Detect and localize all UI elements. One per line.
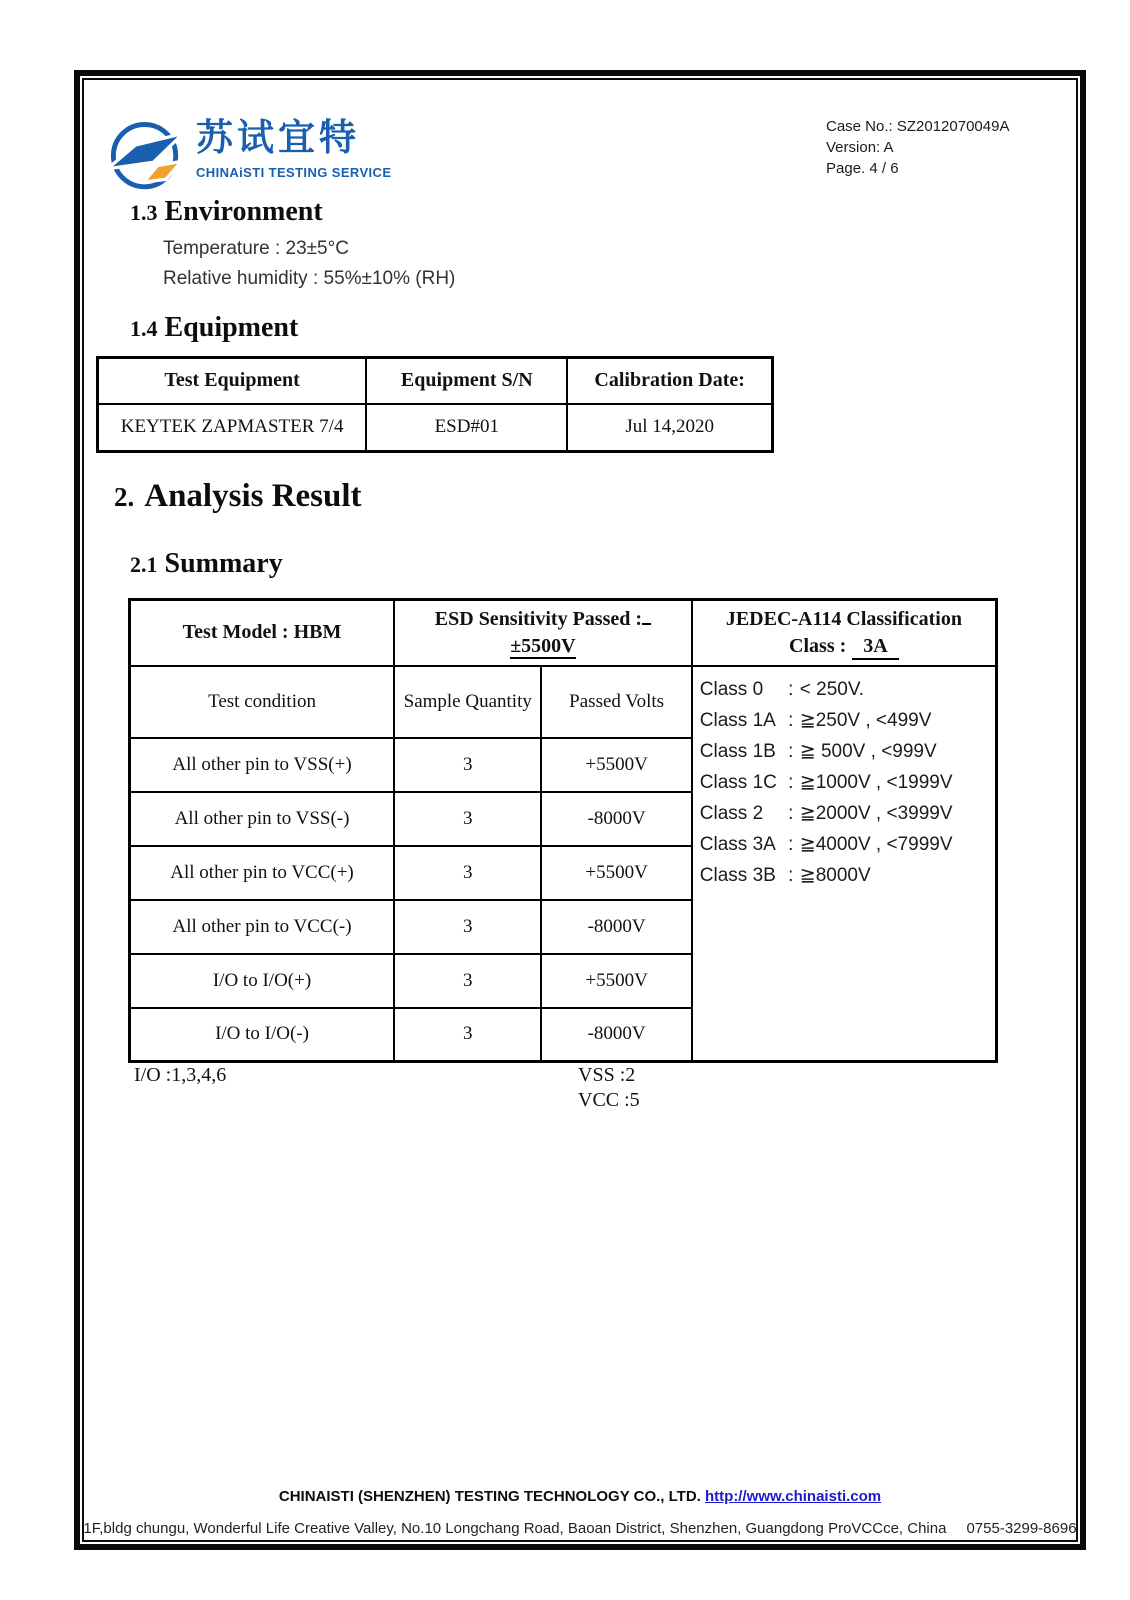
esd-sensitivity-label: ESD Sensitivity Passed : [434, 608, 643, 631]
jedec-class-label: Class : [789, 634, 847, 657]
passed-volts-cell: +5500V [541, 954, 691, 1008]
passed-volts-cell: +5500V [541, 738, 691, 792]
heading-environment-number: 1.3 [130, 200, 158, 225]
jedec-class-value: 3A [852, 635, 898, 660]
summary-table-title-row [130, 600, 997, 666]
sample-quantity-cell: 3 [394, 954, 541, 1008]
version: Version: A [826, 139, 894, 156]
equipment-col-header: Calibration Date: [567, 358, 772, 404]
esd-sensitivity-value: ±5500V [510, 635, 576, 658]
logo-swoosh-icon [106, 114, 188, 194]
equipment-sn-cell: ESD#01 [366, 404, 567, 452]
test-condition-col-header: Test condition [130, 666, 395, 738]
summary-table-subheader-row [130, 666, 997, 738]
passed-volts-col-header: Passed Volts [541, 666, 691, 738]
equipment-cal-date-cell: Jul 14,2020 [567, 404, 772, 452]
heading-equipment-number: 1.4 [130, 316, 158, 341]
footer-address-line [80, 1520, 1080, 1537]
esd-sensitivity-header [394, 600, 692, 666]
test-condition-cell: I/O to I/O(-) [130, 1008, 395, 1062]
footer-phone: 0755-3299-8696 [966, 1520, 1077, 1537]
test-condition-cell: All other pin to VCC(-) [130, 900, 395, 954]
passed-volts-cell: +5500V [541, 846, 691, 900]
equipment-table [96, 356, 774, 453]
note-vcc-pin: VCC :5 [578, 1089, 640, 1111]
class-definition: Class 2 : ≧2000V , <3999V [699, 802, 953, 824]
sample-quantity-cell: 3 [394, 1008, 541, 1062]
test-condition-cell: All other pin to VSS(+) [130, 738, 395, 792]
sample-quantity-cell: 3 [394, 900, 541, 954]
heading-summary [130, 548, 283, 580]
class-definition: Class 3B : ≧8000V [699, 864, 871, 886]
heading-summary-number: 2.1 [130, 552, 158, 577]
summary-table [128, 598, 998, 1063]
footer-website-link[interactable]: http://www.chinaisti.com [705, 1488, 882, 1505]
company-logo [106, 114, 391, 194]
equipment-col-header: Test Equipment [98, 358, 367, 404]
heading-analysis-result [114, 478, 362, 515]
jedec-classification-header [692, 600, 997, 666]
footer-company-name: CHINAISTI (SHENZHEN) TESTING TECHNOLOGY CO., LTD. [278, 1488, 701, 1505]
equipment-table-header-row [98, 358, 773, 404]
passed-volts-cell: -8000V [541, 900, 691, 954]
class-definition: Class 0 : < 250V. [699, 678, 865, 700]
heading-equipment-title: Equipment [164, 312, 299, 343]
test-condition-cell: I/O to I/O(+) [130, 954, 395, 1008]
test-condition-cell: All other pin to VSS(-) [130, 792, 395, 846]
jedec-title: JEDEC-A114 Classification [725, 607, 962, 630]
heading-analysis-title: Analysis Result [144, 478, 362, 514]
class-definition: Class 1B : ≧ 500V , <999V [699, 740, 937, 762]
underline-space [642, 605, 651, 625]
heading-equipment [130, 312, 298, 344]
footer-company-line [80, 1488, 1080, 1505]
equipment-name-cell: KEYTEK ZAPMASTER 7/4 [98, 404, 367, 452]
note-io-pins: I/O :1,3,4,6 [134, 1064, 227, 1086]
class-definition: Class 3A : ≧4000V , <7999V [699, 833, 953, 855]
passed-volts-cell: -8000V [541, 1008, 691, 1062]
logo-text-block [196, 114, 391, 180]
note-vss-pin: VSS :2 [578, 1064, 636, 1086]
passed-volts-cell: -8000V [541, 792, 691, 846]
class-definition: Class 1C : ≧1000V , <1999V [699, 771, 953, 793]
heading-environment [130, 196, 323, 228]
sample-quantity-col-header: Sample Quantity [394, 666, 541, 738]
environment-humidity: Relative humidity : 55%±10% (RH) [163, 268, 456, 289]
footer-address: 1F,bldg chungu, Wonderful Life Creative Valley, No.10 Longchang Road, Baoan District, Shenzhen, Guangdong ProVCCce, China [83, 1520, 947, 1537]
equipment-col-header: Equipment S/N [366, 358, 567, 404]
jedec-class-list [692, 666, 997, 1062]
test-condition-cell: All other pin to VCC(+) [130, 846, 395, 900]
logo-english-name: CHINAiSTI TESTING SERVICE [196, 165, 392, 180]
heading-analysis-number: 2. [114, 482, 135, 512]
sample-quantity-cell: 3 [394, 846, 541, 900]
sample-quantity-cell: 3 [394, 738, 541, 792]
heading-environment-title: Environment [164, 196, 323, 227]
logo-chinese-name: 苏试宜特 [196, 117, 360, 158]
heading-summary-title: Summary [164, 548, 283, 579]
case-number: Case No.: SZ2012070049A [826, 118, 1010, 135]
sample-quantity-cell: 3 [394, 792, 541, 846]
page-number: Page. 4 / 6 [826, 160, 899, 177]
environment-temperature: Temperature : 23±5°C [163, 238, 349, 259]
class-definition: Class 1A : ≧250V , <499V [699, 709, 932, 731]
test-model-header: Test Model : HBM [130, 600, 395, 666]
equipment-table-row [98, 404, 773, 452]
case-info-block [826, 116, 1009, 179]
